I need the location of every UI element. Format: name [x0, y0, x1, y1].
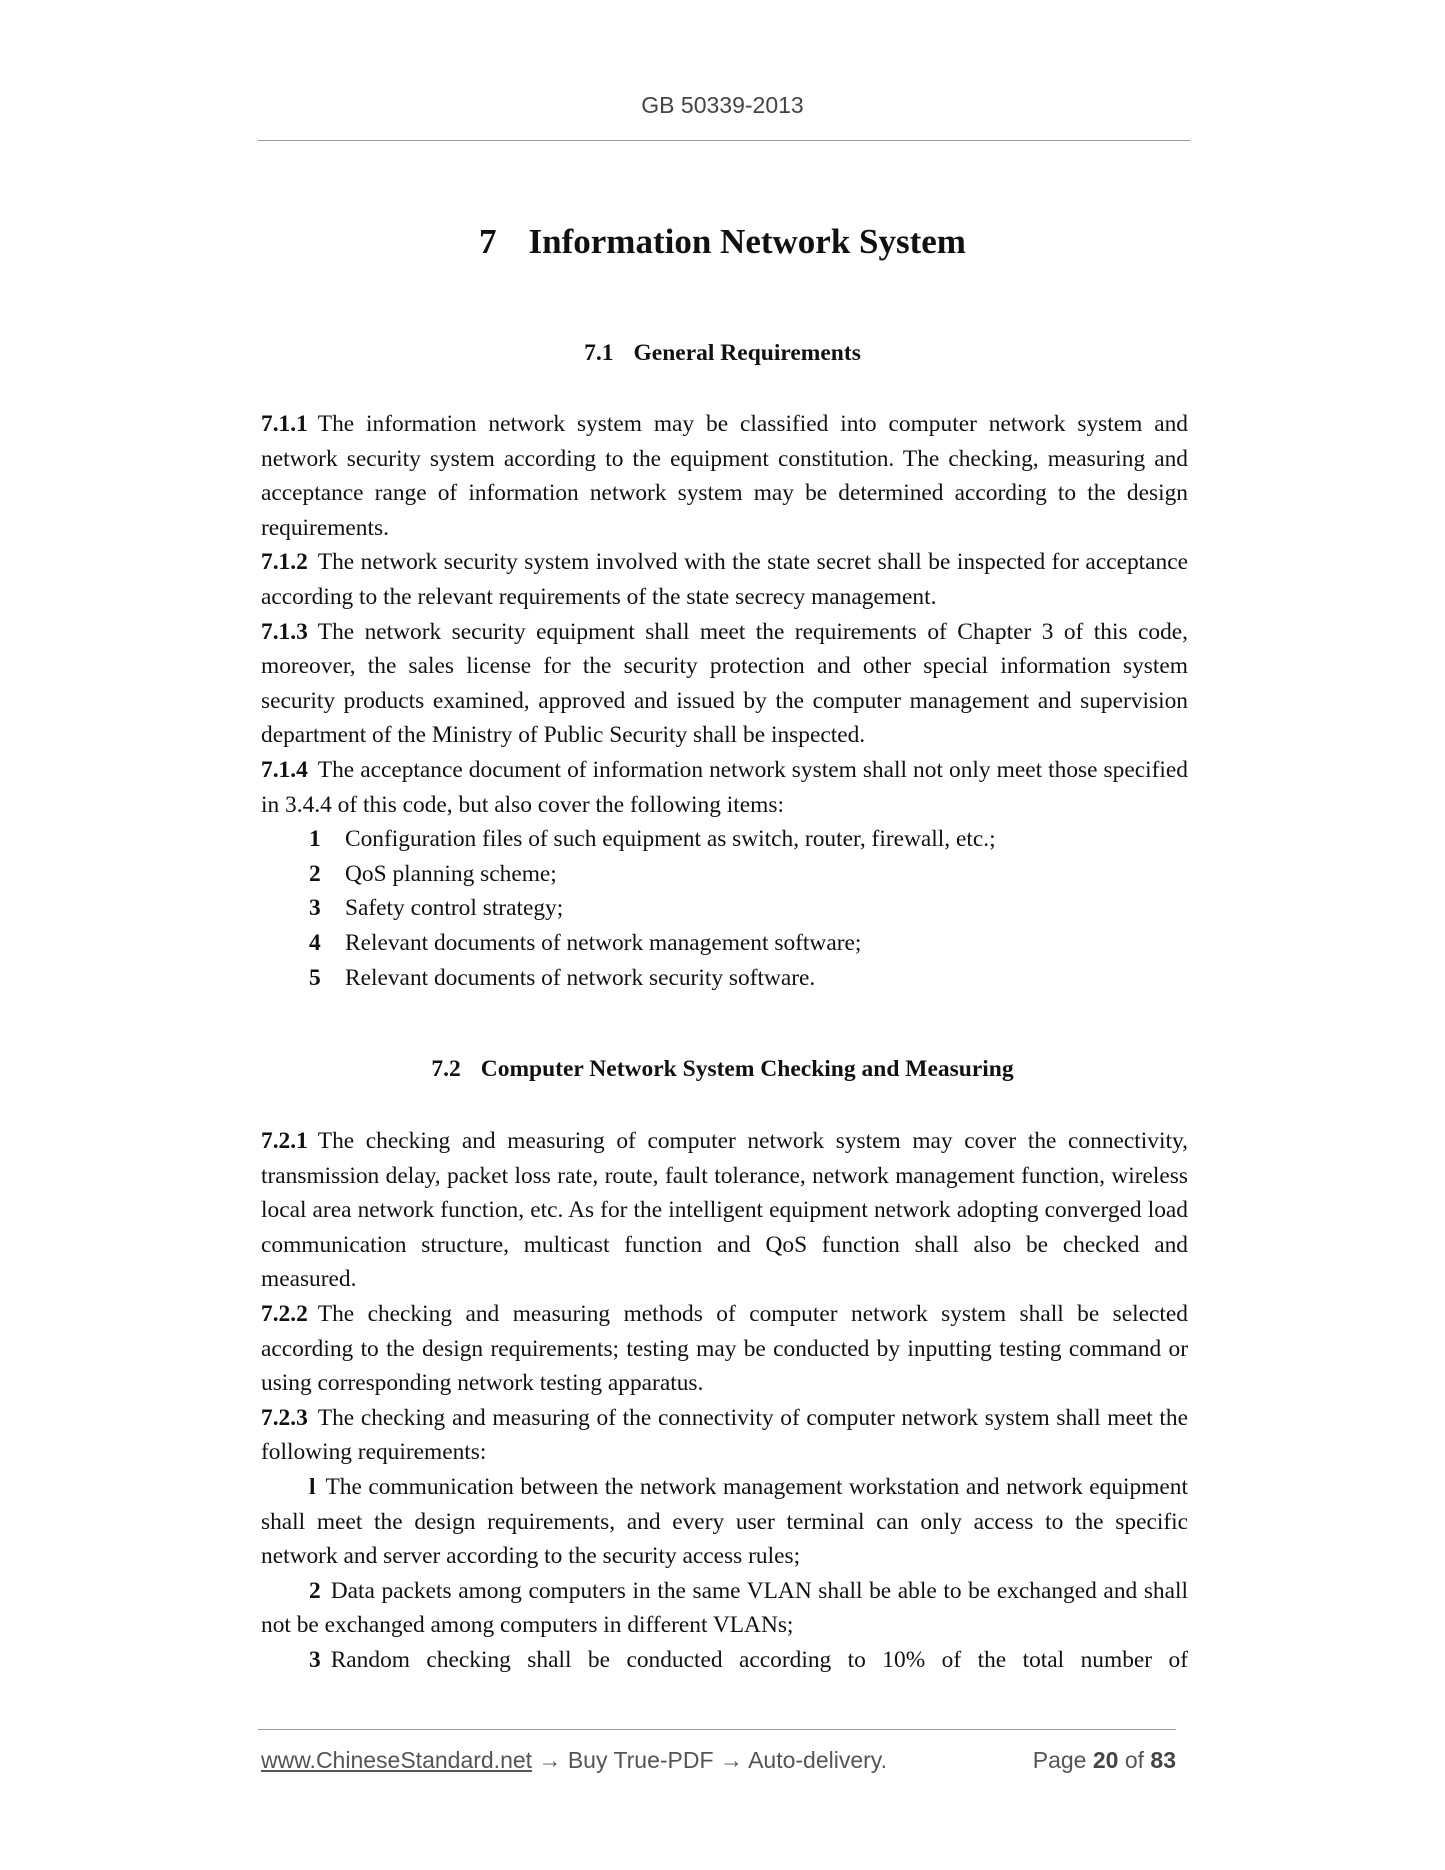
item-text: Configuration files of such equipment as switch, router, firewall, etc.;: [345, 826, 996, 853]
list-item: [261, 822, 1188, 857]
item-text: QoS planning scheme;: [345, 860, 557, 887]
item-text: Relevant documents of network management software;: [345, 929, 862, 956]
delivery-text: Auto-delivery.: [748, 1747, 887, 1773]
item-text: Data packets among computers in the same VLAN shall be able to be exchanged and shall not be exchanged among computers in different VLANs;: [261, 1577, 1188, 1639]
section-heading-7-1: [0, 340, 1445, 367]
clause-text: The checking and measuring of computer network system may cover the connectivity, transmission delay, packet loss rate, route, fault tolerance, network management function, wireless local area network function, etc. As for the intelligent equipment network adopting converged load communication structure, multicast function and QoS function shall also be checked and measured.: [261, 1128, 1188, 1293]
header-divider: [258, 140, 1190, 141]
clause-number: 7.2.3: [261, 1404, 308, 1431]
section-7-2-body: [261, 1124, 1188, 1678]
clause-number: 7.1.2: [261, 549, 308, 576]
item-number: 3: [309, 895, 321, 922]
clause-number: 7.1.4: [261, 756, 308, 783]
list-item: [261, 961, 1188, 996]
document-code: GB 50339-2013: [641, 92, 804, 118]
clause-7-1-4: [261, 753, 1188, 822]
item-number: l: [309, 1473, 316, 1500]
list-item: [261, 1643, 1188, 1678]
item-number: 1: [309, 826, 321, 853]
clause-text: The network security system involved with the state secret shall be inspected for acceptance according to the relevant requirements of the state secrecy management.: [261, 549, 1188, 610]
clause-number: 7.1.3: [261, 618, 308, 645]
item-text: Safety control strategy;: [345, 895, 564, 922]
of-label: of: [1124, 1747, 1145, 1773]
item-text: Relevant documents of network security software.: [345, 964, 816, 991]
arrow-right-icon: →: [538, 1747, 562, 1773]
item-number: 2: [309, 860, 321, 887]
list-item: [261, 1574, 1188, 1643]
chapter-title: [0, 222, 1445, 262]
list-item: [261, 891, 1188, 926]
clause-text: The acceptance document of information network system shall not only meet those specified in 3.4.4 of this code, but also cover the following items:: [261, 756, 1188, 818]
clause-text: The network security equipment shall meet the requirements of Chapter 3 of this code, moreover, the sales license for the security protection and other special information system security products examined, approved and issued by the computer management and supervision department of the Ministry of Public Security shall be inspected.: [261, 618, 1188, 749]
section-number: 7.1: [584, 340, 614, 366]
section-7-1-body: [261, 407, 1188, 995]
clause-number: 7.2.1: [261, 1128, 308, 1154]
clause-7-2-2: [261, 1297, 1188, 1401]
section-number: 7.2: [431, 1056, 461, 1082]
clause-7-2-3: [261, 1401, 1188, 1470]
section-title: General Requirements: [633, 340, 861, 366]
item-number: 3: [309, 1646, 321, 1673]
website-link[interactable]: www.ChineseStandard.net: [261, 1747, 533, 1773]
clause-7-1-2: [261, 545, 1188, 614]
current-page: 20: [1092, 1747, 1119, 1773]
section-heading-7-2: [0, 1056, 1445, 1083]
item-number: 2: [309, 1577, 321, 1604]
page-header: [0, 92, 1445, 119]
clause-7-2-1: [261, 1124, 1188, 1297]
buy-text: Buy True-PDF: [567, 1747, 714, 1773]
chapter-name: Information Network System: [528, 222, 966, 261]
clause-number: 7.2.2: [261, 1300, 308, 1327]
item-number: 5: [309, 964, 321, 991]
page-footer: [261, 1747, 1176, 1777]
list-item: [261, 926, 1188, 961]
total-pages: 83: [1150, 1747, 1176, 1773]
clause-text: The information network system may be classified into computer network system and network security system according to the equipment constitution. The checking, measuring and acceptance range of information network system may be determined according to the design requirements.: [261, 411, 1188, 541]
clause-7-1-1: [261, 407, 1188, 545]
page-indicator: [1033, 1747, 1176, 1774]
clause-7-1-3: [261, 615, 1188, 753]
list-item: [261, 857, 1188, 892]
item-text: The communication between the network management workstation and network equipment shall meet the design requirements, and every user terminal can only access to the specific network and server according to the security access rules;: [261, 1473, 1188, 1570]
arrow-right-icon: →: [719, 1747, 743, 1773]
clause-text: The checking and measuring of the connectivity of computer network system shall meet the following requirements:: [261, 1404, 1188, 1466]
footer-divider: [258, 1729, 1176, 1730]
item-number: 4: [309, 929, 321, 956]
list-item: [261, 1470, 1188, 1574]
item-text: Random checking shall be conducted according to 10% of the total number of: [330, 1646, 1188, 1673]
page-label: Page: [1032, 1747, 1087, 1773]
chapter-number: 7: [479, 222, 497, 261]
section-title: Computer Network System Checking and Measuring: [480, 1056, 1014, 1082]
clause-text: The checking and measuring methods of computer network system shall be selected according to the design requirements; testing may be conducted by inputting testing command or using corresponding network testing apparatus.: [261, 1300, 1188, 1397]
clause-number: 7.1.1: [261, 411, 308, 437]
